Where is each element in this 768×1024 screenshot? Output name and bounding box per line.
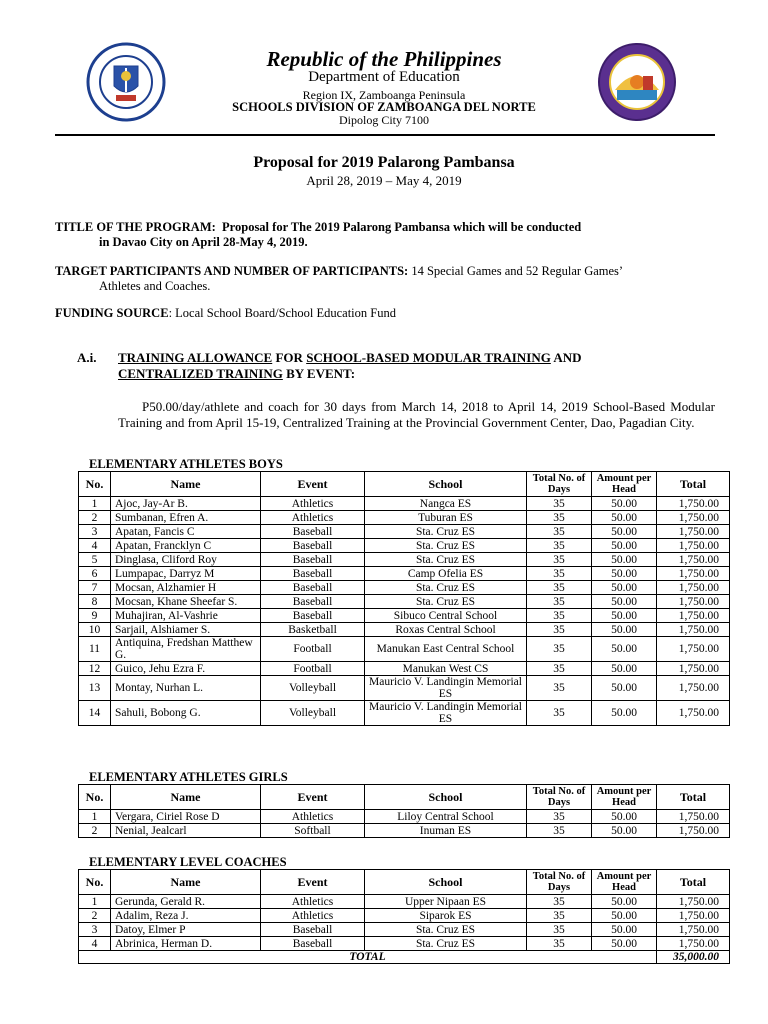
amount-per-head: 50.00 bbox=[592, 623, 657, 637]
row-total: 1,750.00 bbox=[657, 525, 730, 539]
athlete-name: Montay, Nurhan L. bbox=[111, 676, 261, 701]
school-name: Sta. Cruz ES bbox=[365, 595, 527, 609]
section-heading-part1: TRAINING ALLOWANCE bbox=[118, 350, 273, 365]
row-total: 1,750.00 bbox=[657, 595, 730, 609]
row-number: 1 bbox=[79, 810, 111, 824]
school-name: Manukan East Central School bbox=[365, 637, 527, 662]
row-total: 1,750.00 bbox=[657, 511, 730, 525]
total-days: 35 bbox=[527, 623, 592, 637]
section-heading-part5: CENTRALIZED TRAINING bbox=[118, 366, 283, 381]
funding-label: FUNDING SOURCE bbox=[55, 306, 169, 320]
region-name: Region IX, Zamboanga Peninsula bbox=[302, 88, 466, 102]
proposal-dates: April 28, 2019 – May 4, 2019 bbox=[306, 173, 462, 188]
girls-heading: ELEMENTARY ATHLETES GIRLS bbox=[89, 770, 288, 784]
row-total: 1,750.00 bbox=[657, 923, 730, 937]
event-name: Baseball bbox=[261, 525, 365, 539]
col-name: Name bbox=[111, 472, 261, 497]
athlete-name: Antiquina, Fredshan Matthew G. bbox=[111, 637, 261, 662]
total-days: 35 bbox=[527, 810, 592, 824]
participants-text: 14 Special Games and 52 Regular Games’ bbox=[411, 264, 624, 278]
row-total: 1,750.00 bbox=[657, 701, 730, 726]
row-total: 1,750.00 bbox=[657, 676, 730, 701]
row-total: 1,750.00 bbox=[657, 581, 730, 595]
event-name: Athletics bbox=[261, 497, 365, 511]
amount-per-head: 50.00 bbox=[592, 937, 657, 951]
amount-per-head: 50.00 bbox=[592, 511, 657, 525]
event-name: Baseball bbox=[261, 553, 365, 567]
row-total: 1,750.00 bbox=[657, 609, 730, 623]
school-name: Liloy Central School bbox=[365, 810, 527, 824]
table-row bbox=[79, 637, 730, 662]
table-row bbox=[79, 662, 730, 676]
col-name: Name bbox=[111, 785, 261, 810]
row-total: 1,750.00 bbox=[657, 637, 730, 662]
table-row bbox=[79, 595, 730, 609]
athlete-name: Adalim, Reza J. bbox=[111, 909, 261, 923]
amount-per-head: 50.00 bbox=[592, 810, 657, 824]
total-days: 35 bbox=[527, 567, 592, 581]
total-days: 35 bbox=[527, 581, 592, 595]
amount-per-head: 50.00 bbox=[592, 525, 657, 539]
total-days: 35 bbox=[527, 824, 592, 838]
school-name: Sta. Cruz ES bbox=[365, 923, 527, 937]
section-heading-part6: BY EVENT: bbox=[282, 366, 356, 381]
athlete-name: Apatan, Francklyn C bbox=[111, 539, 261, 553]
athlete-name: Apatan, Fancis C bbox=[111, 525, 261, 539]
athlete-name: Dinglasa, Cliford Roy bbox=[111, 553, 261, 567]
row-total: 1,750.00 bbox=[657, 567, 730, 581]
row-total: 1,750.00 bbox=[657, 909, 730, 923]
col-days: Total No. of Days bbox=[527, 472, 592, 497]
proposal-title: Proposal for 2019 Palarong Pambansa bbox=[253, 154, 515, 171]
row-number: 4 bbox=[79, 937, 111, 951]
table-row bbox=[79, 676, 730, 701]
table-row bbox=[79, 937, 730, 951]
row-number: 3 bbox=[79, 923, 111, 937]
athlete-name: Sahuli, Bobong G. bbox=[111, 701, 261, 726]
row-total: 1,750.00 bbox=[657, 824, 730, 838]
total-days: 35 bbox=[527, 909, 592, 923]
total-days: 35 bbox=[527, 553, 592, 567]
republic-heading: Republic of the Philippines bbox=[266, 47, 502, 71]
total-days: 35 bbox=[527, 525, 592, 539]
amount-per-head: 50.00 bbox=[592, 553, 657, 567]
school-name: Camp Ofelia ES bbox=[365, 567, 527, 581]
school-name: Inuman ES bbox=[365, 824, 527, 838]
total-days: 35 bbox=[527, 662, 592, 676]
participants-label: TARGET PARTICIPANTS AND NUMBER OF PARTICIPANTS: bbox=[55, 264, 409, 278]
section-heading-part2: FOR bbox=[272, 350, 307, 365]
athlete-name: Datoy, Elmer P bbox=[111, 923, 261, 937]
event-name: Athletics bbox=[261, 511, 365, 525]
amount-per-head: 50.00 bbox=[592, 824, 657, 838]
row-number: 2 bbox=[79, 909, 111, 923]
total-days: 35 bbox=[527, 511, 592, 525]
total-days: 35 bbox=[527, 595, 592, 609]
school-name: Roxas Central School bbox=[365, 623, 527, 637]
table-row bbox=[79, 909, 730, 923]
school-name: Sta. Cruz ES bbox=[365, 539, 527, 553]
row-number: 5 bbox=[79, 553, 111, 567]
athlete-name: Guico, Jehu Ezra F. bbox=[111, 662, 261, 676]
boys-table bbox=[78, 471, 730, 726]
athlete-name: Ajoc, Jay-Ar B. bbox=[111, 497, 261, 511]
program-title-line2: in Davao City on April 28-May 4, 2019. bbox=[99, 235, 308, 249]
col-school: School bbox=[365, 870, 527, 895]
funding-line bbox=[55, 306, 715, 321]
event-name: Softball bbox=[261, 824, 365, 838]
school-name: Sta. Cruz ES bbox=[365, 937, 527, 951]
amount-per-head: 50.00 bbox=[592, 581, 657, 595]
participants-line bbox=[55, 264, 715, 279]
school-name: Upper Nipaan ES bbox=[365, 895, 527, 909]
amount-per-head: 50.00 bbox=[592, 595, 657, 609]
amount-per-head: 50.00 bbox=[592, 662, 657, 676]
row-number: 14 bbox=[79, 701, 111, 726]
event-name: Baseball bbox=[261, 595, 365, 609]
total-days: 35 bbox=[527, 701, 592, 726]
row-total: 1,750.00 bbox=[657, 895, 730, 909]
amount-per-head: 50.00 bbox=[592, 567, 657, 581]
row-number: 12 bbox=[79, 662, 111, 676]
row-number: 4 bbox=[79, 539, 111, 553]
col-amount: Amount per Head bbox=[592, 785, 657, 810]
event-name: Athletics bbox=[261, 909, 365, 923]
row-total: 1,750.00 bbox=[657, 810, 730, 824]
header-divider bbox=[55, 134, 715, 136]
amount-per-head: 50.00 bbox=[592, 539, 657, 553]
table-row bbox=[79, 539, 730, 553]
school-name: Nangca ES bbox=[365, 497, 527, 511]
event-name: Baseball bbox=[261, 923, 365, 937]
row-number: 7 bbox=[79, 581, 111, 595]
school-name: Sta. Cruz ES bbox=[365, 581, 527, 595]
row-number: 1 bbox=[79, 497, 111, 511]
section-heading-part4: AND bbox=[550, 350, 582, 365]
col-days: Total No. of Days bbox=[527, 785, 592, 810]
event-name: Basketball bbox=[261, 623, 365, 637]
col-event: Event bbox=[261, 870, 365, 895]
athlete-name: Sumbanan, Efren A. bbox=[111, 511, 261, 525]
coaches-heading: ELEMENTARY LEVEL COACHES bbox=[89, 855, 287, 869]
division-name: SCHOOLS DIVISION OF ZAMBOANGA DEL NORTE bbox=[232, 100, 536, 114]
event-name: Baseball bbox=[261, 539, 365, 553]
table-row bbox=[79, 824, 730, 838]
event-name: Volleyball bbox=[261, 676, 365, 701]
total-days: 35 bbox=[527, 637, 592, 662]
total-days: 35 bbox=[527, 497, 592, 511]
row-number: 10 bbox=[79, 623, 111, 637]
school-name: Tuburan ES bbox=[365, 511, 527, 525]
col-days: Total No. of Days bbox=[527, 870, 592, 895]
table-row bbox=[79, 553, 730, 567]
school-name: Siparok ES bbox=[365, 909, 527, 923]
col-school: School bbox=[365, 785, 527, 810]
row-number: 11 bbox=[79, 637, 111, 662]
amount-per-head: 50.00 bbox=[592, 701, 657, 726]
col-event: Event bbox=[261, 785, 365, 810]
school-name: Sta. Cruz ES bbox=[365, 553, 527, 567]
table-row bbox=[79, 701, 730, 726]
row-total: 1,750.00 bbox=[657, 539, 730, 553]
event-name: Football bbox=[261, 662, 365, 676]
event-name: Athletics bbox=[261, 810, 365, 824]
athlete-name: Vergara, Ciriel Rose D bbox=[111, 810, 261, 824]
coaches-table bbox=[78, 869, 730, 964]
col-school: School bbox=[365, 472, 527, 497]
section-number: A.i. bbox=[77, 350, 97, 365]
athlete-name: Abrinica, Herman D. bbox=[111, 937, 261, 951]
athlete-name: Lumpapac, Darryz M bbox=[111, 567, 261, 581]
table-row bbox=[79, 609, 730, 623]
event-name: Baseball bbox=[261, 567, 365, 581]
grand-total-label: TOTAL bbox=[79, 951, 657, 964]
table-row bbox=[79, 623, 730, 637]
total-days: 35 bbox=[527, 923, 592, 937]
row-number: 2 bbox=[79, 824, 111, 838]
amount-per-head: 50.00 bbox=[592, 923, 657, 937]
participants-line2: Athletes and Coaches. bbox=[99, 279, 211, 293]
event-name: Baseball bbox=[261, 581, 365, 595]
section-body-text: P50.00/day/athlete and coach for 30 days from March 14, 2018 to April 14, 2019 School-Based Modular Training and from April 15-19, Centralized Training at the Provincial Government Center, Dao, Pagadian City. bbox=[118, 399, 715, 430]
col-event: Event bbox=[261, 472, 365, 497]
total-days: 35 bbox=[527, 676, 592, 701]
row-total: 1,750.00 bbox=[657, 937, 730, 951]
amount-per-head: 50.00 bbox=[592, 676, 657, 701]
table-row bbox=[79, 525, 730, 539]
row-number: 8 bbox=[79, 595, 111, 609]
section-body bbox=[118, 399, 715, 431]
table-row bbox=[79, 895, 730, 909]
school-name: Manukan West CS bbox=[365, 662, 527, 676]
total-days: 35 bbox=[527, 937, 592, 951]
program-label: TITLE OF THE PROGRAM: bbox=[55, 220, 216, 234]
funding-text: : Local School Board/School Education Fund bbox=[168, 306, 396, 320]
row-number: 9 bbox=[79, 609, 111, 623]
row-total: 1,750.00 bbox=[657, 553, 730, 567]
total-days: 35 bbox=[527, 609, 592, 623]
event-name: Volleyball bbox=[261, 701, 365, 726]
amount-per-head: 50.00 bbox=[592, 497, 657, 511]
athlete-name: Sarjail, Alshiamer S. bbox=[111, 623, 261, 637]
table-row bbox=[79, 581, 730, 595]
table-row bbox=[79, 923, 730, 937]
boys-heading: ELEMENTARY ATHLETES BOYS bbox=[89, 457, 283, 471]
girls-table bbox=[78, 784, 730, 838]
event-name: Athletics bbox=[261, 895, 365, 909]
col-amount: Amount per Head bbox=[592, 472, 657, 497]
total-days: 35 bbox=[527, 539, 592, 553]
athlete-name: Gerunda, Gerald R. bbox=[111, 895, 261, 909]
amount-per-head: 50.00 bbox=[592, 895, 657, 909]
col-total: Total bbox=[657, 785, 730, 810]
col-amount: Amount per Head bbox=[592, 870, 657, 895]
col-total: Total bbox=[657, 870, 730, 895]
amount-per-head: 50.00 bbox=[592, 909, 657, 923]
program-text: Proposal for The 2019 Palarong Pambansa which will be conducted bbox=[222, 220, 582, 234]
row-total: 1,750.00 bbox=[657, 497, 730, 511]
event-name: Baseball bbox=[261, 609, 365, 623]
athlete-name: Muhajiran, Al-Vashrie bbox=[111, 609, 261, 623]
row-number: 3 bbox=[79, 525, 111, 539]
col-total: Total bbox=[657, 472, 730, 497]
total-days: 35 bbox=[527, 895, 592, 909]
athlete-name: Nenial, Jealcarl bbox=[111, 824, 261, 838]
amount-per-head: 50.00 bbox=[592, 609, 657, 623]
event-name: Baseball bbox=[261, 937, 365, 951]
school-name: Sibuco Central School bbox=[365, 609, 527, 623]
table-row bbox=[79, 511, 730, 525]
school-name: Sta. Cruz ES bbox=[365, 525, 527, 539]
row-number: 2 bbox=[79, 511, 111, 525]
amount-per-head: 50.00 bbox=[592, 637, 657, 662]
athlete-name: Mocsan, Alzhamier H bbox=[111, 581, 261, 595]
event-name: Football bbox=[261, 637, 365, 662]
program-title-line bbox=[55, 220, 715, 235]
col-no: No. bbox=[79, 870, 111, 895]
col-no: No. bbox=[79, 472, 111, 497]
row-total: 1,750.00 bbox=[657, 662, 730, 676]
department-name: Department of Education bbox=[308, 69, 460, 85]
table-row bbox=[79, 497, 730, 511]
school-name: Mauricio V. Landingin Memorial ES bbox=[365, 701, 527, 726]
grand-total-value: 35,000.00 bbox=[657, 951, 730, 964]
row-total: 1,750.00 bbox=[657, 623, 730, 637]
athlete-name: Mocsan, Khane Sheefar S. bbox=[111, 595, 261, 609]
row-number: 6 bbox=[79, 567, 111, 581]
table-row bbox=[79, 810, 730, 824]
table-row bbox=[79, 567, 730, 581]
col-name: Name bbox=[111, 870, 261, 895]
row-number: 13 bbox=[79, 676, 111, 701]
row-number: 1 bbox=[79, 895, 111, 909]
section-heading-part3: SCHOOL-BASED MODULAR TRAINING bbox=[306, 350, 551, 365]
city-name: Dipolog City 7100 bbox=[338, 113, 429, 127]
section-heading bbox=[118, 350, 718, 382]
col-no: No. bbox=[79, 785, 111, 810]
school-name: Mauricio V. Landingin Memorial ES bbox=[365, 676, 527, 701]
